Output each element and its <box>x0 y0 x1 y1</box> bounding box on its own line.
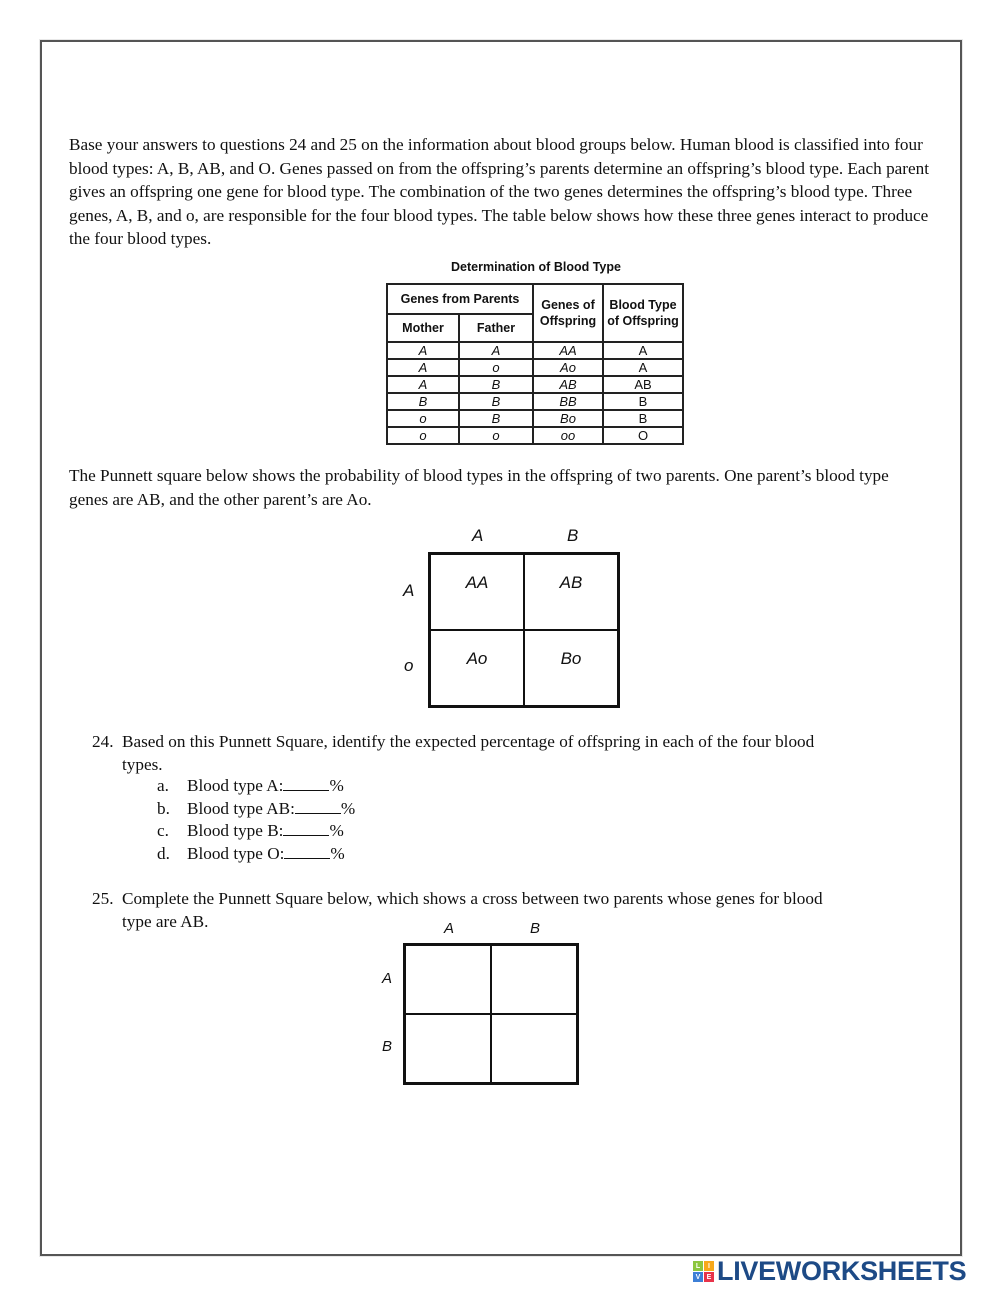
answer-blank-a[interactable] <box>283 776 329 791</box>
item-letter: b. <box>157 799 170 818</box>
father-gene: o <box>459 359 533 376</box>
intro-paragraph: Base your answers to questions 24 and 25 on the information about blood groups below. Human blood is classified into four blood types: A, B, AB, and O. Genes passed on from the offspring’s parents determine an offspring’s blood type. Each parent gives an offspring one gene for blood type. The combination of the two genes determines the offspring’s blood type. Three genes, A, B, and o, are responsible for the four blood types. The table below shows how these three genes interact to produce the four blood types. <box>69 135 930 248</box>
header-line: Offspring <box>539 314 597 328</box>
table-row <box>387 410 683 427</box>
punnett1-side-label: A <box>403 581 415 600</box>
punnett1-cell: AB <box>524 554 618 630</box>
table-row <box>387 359 683 376</box>
punnett1-top-label: A <box>472 526 484 545</box>
offspring-genes: Ao <box>533 359 603 376</box>
table-row <box>387 427 683 444</box>
mother-gene: B <box>387 393 459 410</box>
punnett1-cell: Ao <box>430 630 524 706</box>
punnett1-cell: AA <box>430 554 524 630</box>
answer-blank-b[interactable] <box>295 799 341 814</box>
mother-gene: o <box>387 427 459 444</box>
punnett-square-2 <box>403 943 579 1085</box>
question-text-cont: type are AB. <box>122 912 209 931</box>
mother-gene: A <box>387 376 459 393</box>
header-father: Father <box>459 314 533 342</box>
mother-gene: o <box>387 410 459 427</box>
mother-gene: A <box>387 359 459 376</box>
logo-icon <box>693 1261 714 1282</box>
table-row <box>387 393 683 410</box>
item-letter: a. <box>157 776 169 795</box>
item-letter: c. <box>157 821 169 840</box>
logo-square: L <box>693 1261 703 1271</box>
blood-type: A <box>603 342 683 359</box>
answer-blank-d[interactable] <box>284 844 330 859</box>
offspring-genes: Bo <box>533 410 603 427</box>
punnett2-side-label: B <box>382 1038 393 1055</box>
answer-item-a <box>157 775 344 798</box>
blood-type: AB <box>603 376 683 393</box>
logo-text: LIVEWORKSHEETS <box>717 1256 967 1286</box>
question-text: Based on this Punnett Square, identify the expected percentage of offspring in each of the four blood <box>122 732 815 751</box>
liveworksheets-logo <box>693 1256 966 1287</box>
father-gene: B <box>459 410 533 427</box>
question-text: Complete the Punnett Square below, which shows a cross between two parents whose genes for blood <box>122 889 823 908</box>
offspring-genes: oo <box>533 427 603 444</box>
father-gene: B <box>459 376 533 393</box>
item-label: Blood type O: <box>187 844 285 863</box>
punnett2-input-cell[interactable] <box>491 945 577 1014</box>
father-gene: B <box>459 393 533 410</box>
offspring-genes: BB <box>533 393 603 410</box>
header-genes-of-offspring <box>533 284 603 342</box>
question-25 <box>92 887 942 933</box>
item-label: Blood type A: <box>187 776 284 795</box>
punnett2-side-label: A <box>382 970 393 987</box>
header-line: Genes of <box>541 298 595 312</box>
answer-blank-c[interactable] <box>283 821 329 836</box>
blood-type: B <box>603 410 683 427</box>
offspring-genes: AB <box>533 376 603 393</box>
percent-sign: % <box>330 844 345 863</box>
header-line: of Offspring <box>607 314 679 328</box>
percent-sign: % <box>329 821 344 840</box>
punnett2-input-cell[interactable] <box>491 1014 577 1083</box>
logo-square: V <box>693 1272 703 1282</box>
item-label: Blood type B: <box>187 821 284 840</box>
punnett1-side-label: o <box>404 656 414 675</box>
item-letter: d. <box>157 844 170 863</box>
blood-type: B <box>603 393 683 410</box>
header-line: Blood Type <box>609 298 677 312</box>
question-24 <box>92 730 942 776</box>
logo-square: E <box>704 1272 714 1282</box>
punnett-square-1 <box>428 552 620 708</box>
punnett2-top-label: A <box>444 920 455 937</box>
father-gene: o <box>459 427 533 444</box>
item-label: Blood type AB: <box>187 799 295 818</box>
percent-sign: % <box>329 776 344 795</box>
punnett2-input-cell[interactable] <box>405 945 491 1014</box>
punnett1-cell: Bo <box>524 630 618 706</box>
blood-type: A <box>603 359 683 376</box>
father-gene: A <box>459 342 533 359</box>
punnett2-top-label: B <box>530 920 541 937</box>
header-mother: Mother <box>387 314 459 342</box>
answer-item-b <box>157 798 355 821</box>
table-row <box>387 342 683 359</box>
percent-sign: % <box>340 799 356 818</box>
answer-item-c <box>157 820 344 843</box>
blood-type: O <box>603 427 683 444</box>
header-blood-type <box>603 284 683 342</box>
question-number: 25. <box>92 889 114 908</box>
logo-square: I <box>704 1261 714 1271</box>
table-title: Determination of Blood Type <box>451 260 621 274</box>
header-genes-from-parents: Genes from Parents <box>387 284 533 314</box>
punnett1-top-label: B <box>567 526 579 545</box>
blood-type-table <box>386 283 684 445</box>
punnett-paragraph: The Punnett square below shows the probability of blood types in the offspring of two parents. One parent’s blood type genes are AB, and the other parent’s are Ao. <box>69 466 889 509</box>
answer-item-d <box>157 843 345 866</box>
offspring-genes: AA <box>533 342 603 359</box>
question-text-cont: types. <box>122 755 163 774</box>
punnett2-input-cell[interactable] <box>405 1014 491 1083</box>
table-row <box>387 376 683 393</box>
question-number: 24. <box>92 732 114 751</box>
mother-gene: A <box>387 342 459 359</box>
